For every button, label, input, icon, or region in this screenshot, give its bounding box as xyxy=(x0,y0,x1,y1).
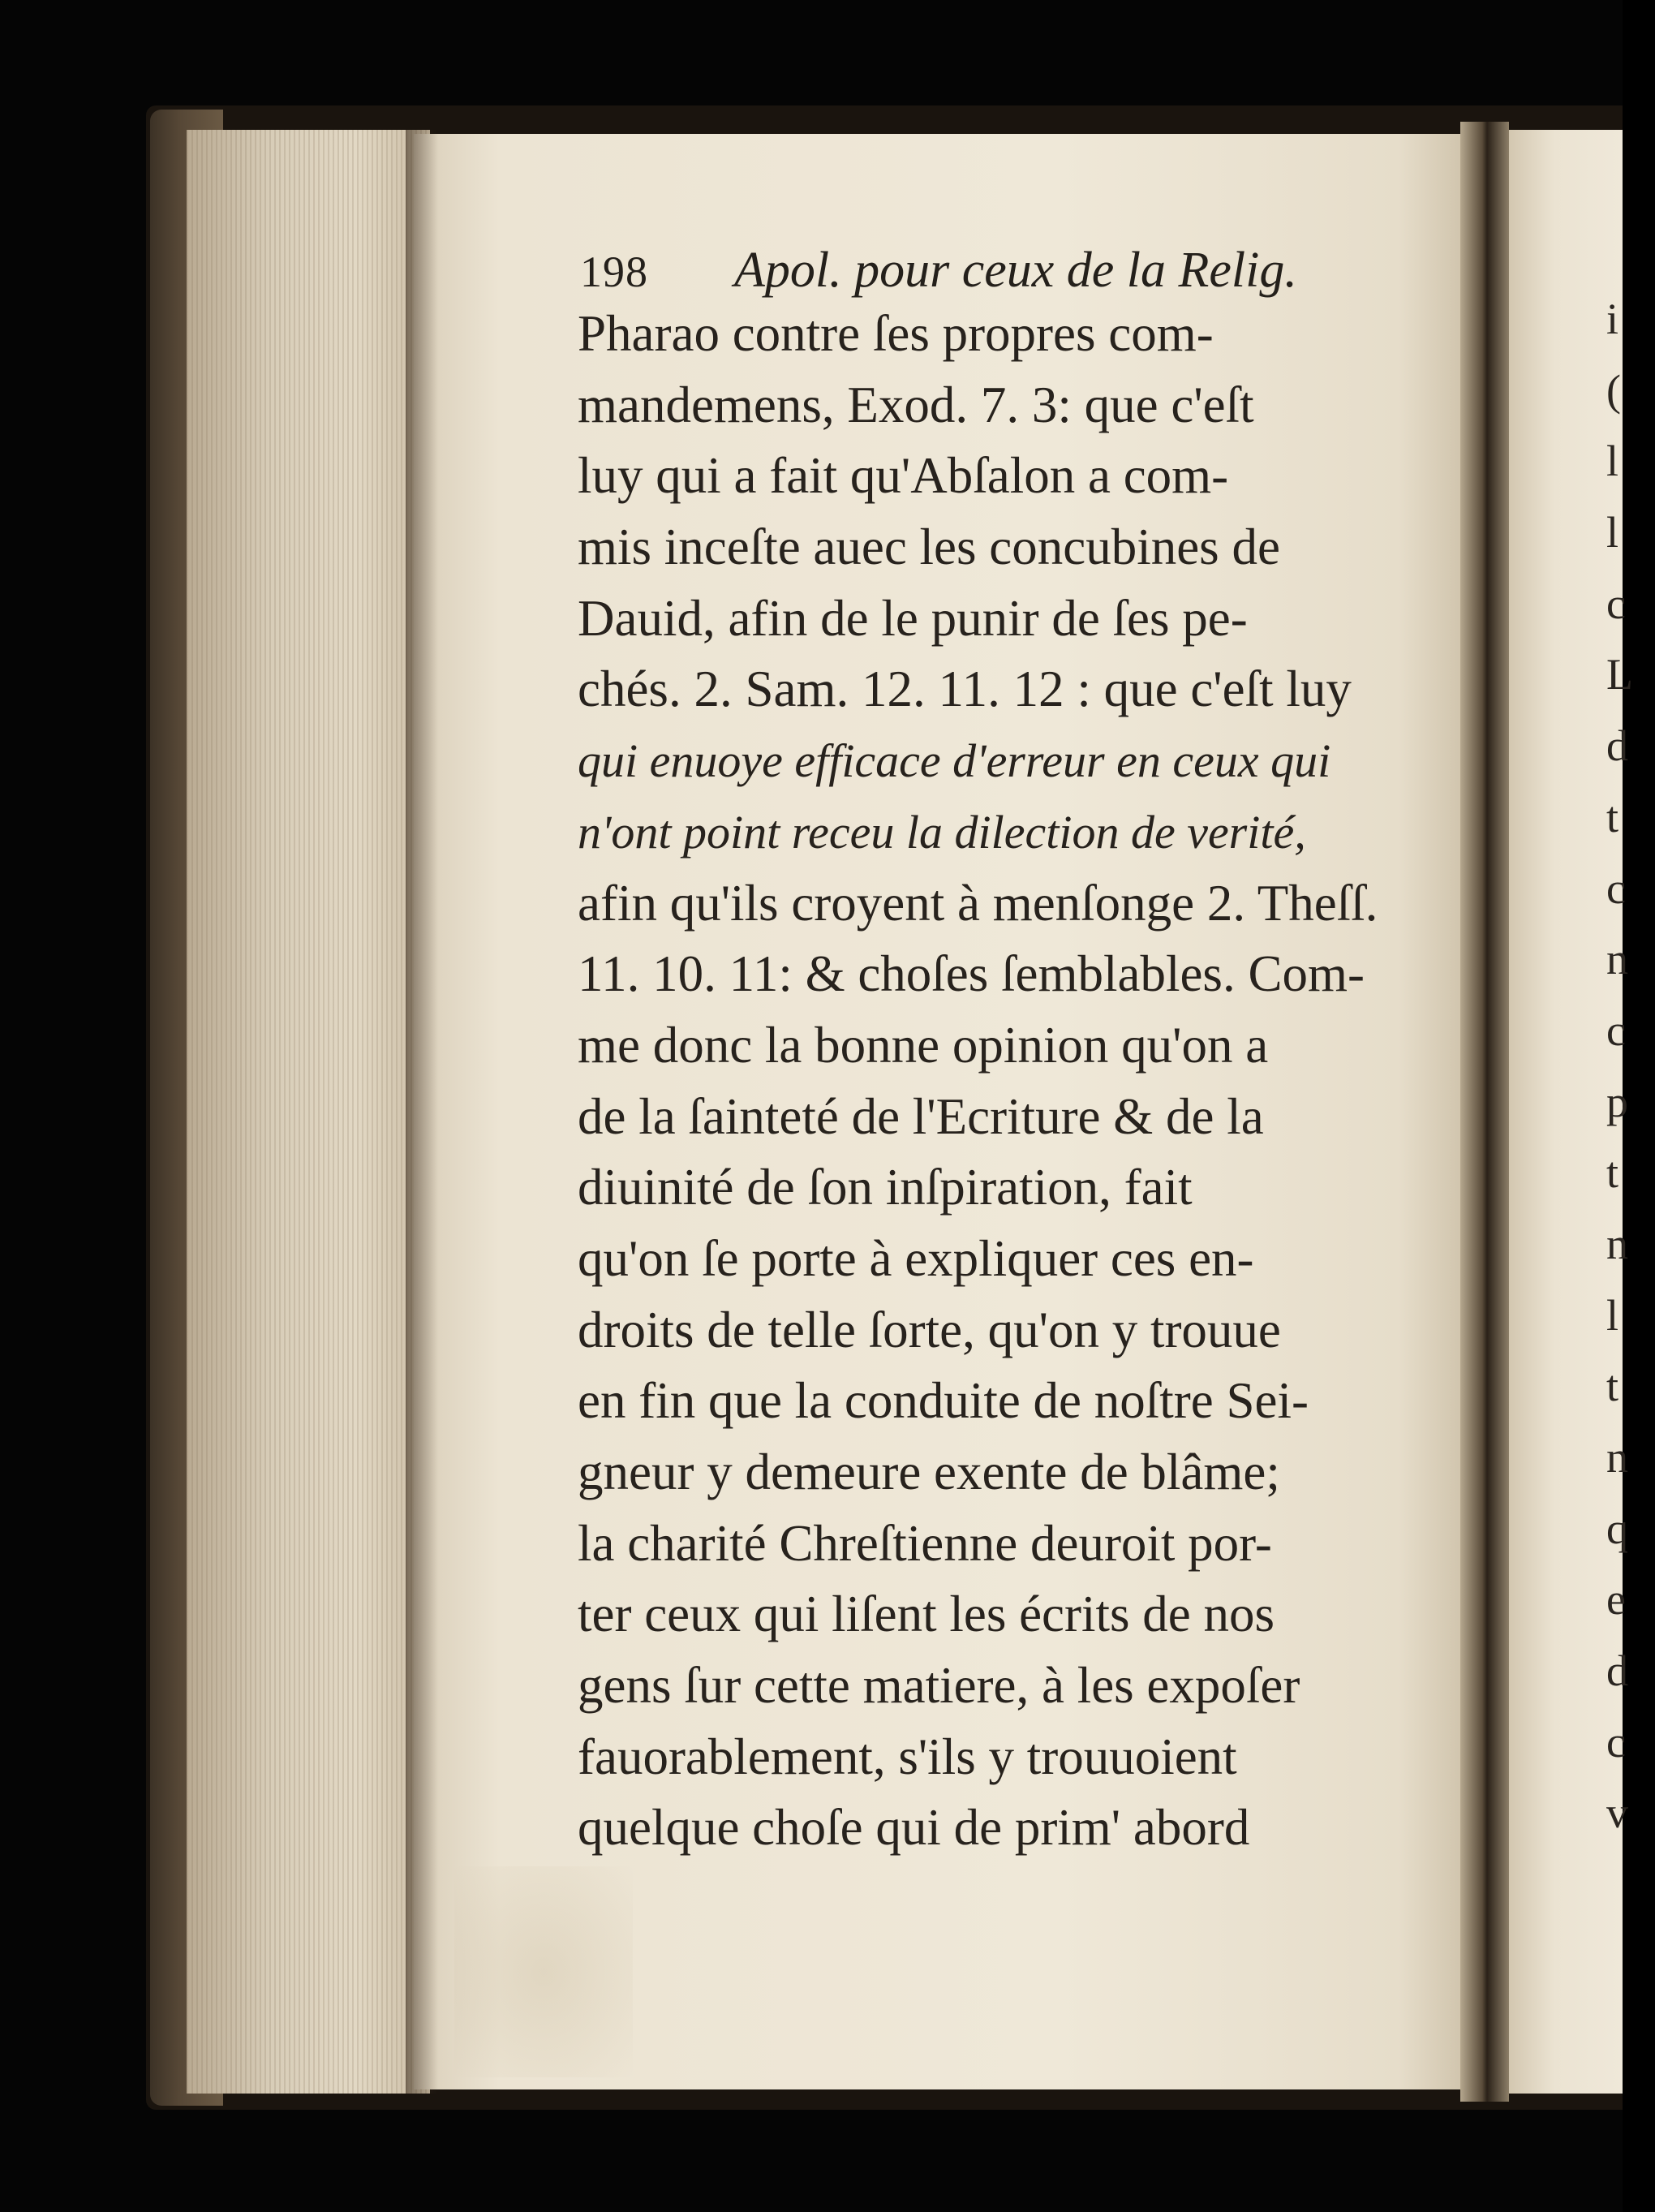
right-page-fragment: i xyxy=(1606,295,1619,343)
page-edges xyxy=(187,130,430,2094)
right-page-fragment: c xyxy=(1606,1717,1626,1767)
text-line: me donc la bonne opinion qu'on a xyxy=(578,1016,1269,1074)
right-page-fragment: t xyxy=(1606,1148,1619,1198)
text-line: Pharao contre ſes propres com- xyxy=(578,305,1214,362)
page-header xyxy=(580,242,1359,307)
right-page xyxy=(1509,130,1633,2094)
text-line: n'ont point receu la dilection de verité, xyxy=(578,805,1306,859)
text-line: fauorablement, s'ils y trouuoient xyxy=(578,1728,1237,1785)
right-page-fragment: ( xyxy=(1606,365,1621,415)
right-page-fragment: q xyxy=(1606,1504,1628,1553)
text-line: ter ceux qui liſent les écrits de nos xyxy=(578,1586,1275,1643)
right-page-fragment: l xyxy=(1606,437,1619,486)
right-page-fragment: c xyxy=(1606,1005,1626,1055)
text-line: mandemens, Exod. 7. 3: que c'eſt xyxy=(578,376,1254,433)
page-shadow xyxy=(406,130,438,2094)
right-page-fragment: t xyxy=(1606,1362,1619,1411)
text-line: luy qui a fait qu'Abſalon a com- xyxy=(578,447,1229,505)
right-page-fragment: L xyxy=(1606,650,1633,699)
text-line: en fin que la conduite de noſtre Sei- xyxy=(578,1372,1309,1430)
right-page-fragment: e xyxy=(1606,1575,1626,1625)
text-line: gneur y demeure exente de blâme; xyxy=(578,1444,1280,1500)
right-page-fragments xyxy=(1606,284,1655,1849)
text-line: de la ſainteté de l'Ecriture & de la xyxy=(578,1087,1264,1145)
text-line: afin qu'ils croyent à menſonge 2. Theſſ. xyxy=(578,874,1378,932)
text-line: la charité Chreſtienne deuroit por- xyxy=(578,1514,1272,1572)
right-page-fragment: c xyxy=(1606,863,1626,913)
book-gutter xyxy=(1460,122,1509,2102)
right-page-fragment: t xyxy=(1606,792,1619,841)
text-line: qui enuoye efficace d'erreur en ceux qui xyxy=(578,734,1331,788)
text-line: gens ſur cette matiere, à les expoſer xyxy=(578,1657,1300,1715)
right-page-fragment: l xyxy=(1606,508,1619,557)
right-page-fragment: n xyxy=(1606,1433,1628,1482)
paper-stain xyxy=(454,1866,633,2077)
right-page-fragment: l xyxy=(1606,1290,1619,1340)
text-line: quelque choſe qui de prim' abord xyxy=(578,1799,1250,1857)
text-line: qu'on ſe porte à expliquer ces en- xyxy=(578,1229,1254,1287)
right-page-fragment: n xyxy=(1606,935,1628,984)
right-page-fragment: c xyxy=(1606,579,1626,628)
text-line: diuinité de ſon inſpiration, fait xyxy=(578,1159,1193,1216)
right-page-fragment: d xyxy=(1606,721,1628,771)
body-text xyxy=(578,299,1405,1864)
text-line: droits de telle ſorte, qu'on y trouue xyxy=(578,1301,1281,1358)
running-head: Apol. pour ceux de la Relig. xyxy=(734,243,1297,298)
text-line: mis inceſte auec les concubines de xyxy=(578,519,1280,576)
right-page-fragment: n xyxy=(1606,1219,1628,1268)
right-page-fragment: p xyxy=(1606,1077,1628,1126)
right-page-fragment: v xyxy=(1606,1788,1628,1838)
text-line: Dauid, afin de le punir de ſes pe- xyxy=(578,589,1248,647)
text-line: 11. 10. 11: & choſes ſemblables. Com- xyxy=(578,945,1365,1003)
text-line: chés. 2. Sam. 12. 11. 12 : que c'eſt luy xyxy=(578,661,1352,718)
page-number: 198 xyxy=(580,247,648,296)
right-page-fragment: d xyxy=(1606,1646,1628,1696)
